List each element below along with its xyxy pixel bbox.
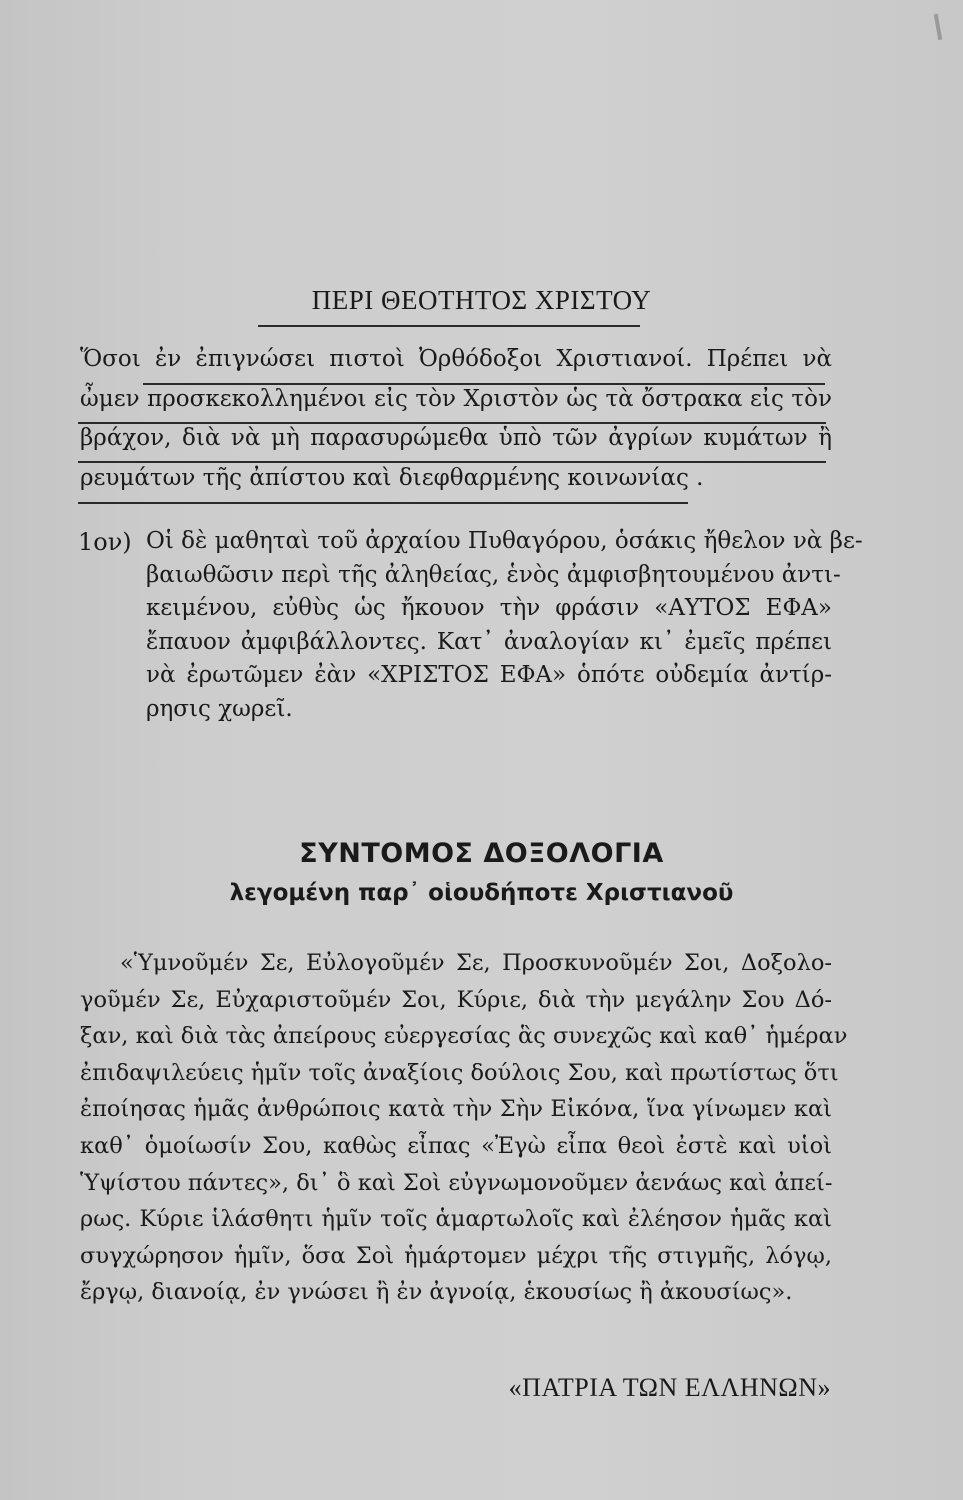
text-line: ἔργῳ, διανοίᾳ, ἐν γνώσει ἢ ἐν ἀγνοίᾳ, ἑκουσίως ἢ ἀκουσίως».	[80, 1279, 793, 1306]
handwritten-underline	[78, 502, 688, 504]
text-line: Ὑψίστου πάντες», δι᾿ ὃ καὶ Σοὶ εὐγνωμονοῦμεν ἀενάως καὶ ἀπεί-	[80, 1169, 833, 1196]
text-line: «Ὑμνοῦμέν Σε, Εὐλογοῦμέν Σε, Προσκυνοῦμέν Σοι, Δοξολο-	[120, 950, 832, 976]
text-line: ὦμεν προσκεκολλημένοι εἰς τὸν Χριστὸν ὡς τὰ ὄστρακα εἰς τὸν	[80, 385, 832, 412]
heading-underline	[258, 325, 640, 327]
section-subheading: λεγομένη παρ᾿ οἱουδήποτε Χριστιανοῦ	[229, 880, 734, 906]
section-heading-divinity: ΠΕΡΙ ΘΕΟΤΗΤΟΣ ΧΡΙΣΤΟΥ	[311, 285, 652, 315]
text-line: γοῦμέν Σε, Εὐχαριστοῦμέν Σοι, Κύριε, διὰ τὴν μεγάλην Σου Δό-	[80, 986, 832, 1013]
corner-mark	[934, 14, 942, 40]
handwritten-underline	[78, 422, 826, 424]
section-heading-doxology: ΣΥΝΤΟΜΟΣ ΔΟΞΟΛΟΓΙΑ	[299, 838, 664, 869]
text-line: ρησις χωρεῖ.	[146, 695, 293, 722]
text-line: ξαν, καὶ διὰ τὰς ἀπείρους εὐεργεσίας ἃς συνεχῶς καὶ καθ᾿ ἡμέραν	[80, 1023, 848, 1050]
handwritten-underline	[143, 383, 825, 385]
text-line: νὰ ἐρωτῶμεν ἐὰν «ΧΡΙΣΤΟΣ ΕΦΑ» ὁπότε οὐδεμία ἀντίρ-	[146, 662, 832, 688]
text-line: βράχον, διὰ νὰ μὴ παρασυρώμεθα ὑπὸ τῶν ἀγρίων κυμάτων ἢ	[80, 425, 832, 451]
text-line: ἔπαυον ἀμφιβάλλοντες. Κατ᾿ ἀναλογίαν κι᾿ ἐμεῖς πρέπει	[146, 628, 832, 655]
paragraph-intro	[80, 340, 832, 498]
text-line: συγχώρησον ἡμῖν, ὅσα Σοὶ ἡμάρτομεν μέχρι τῆς στιγμῆς, λόγῳ,	[80, 1242, 832, 1269]
text-line: ρευμάτων τῆς ἀπίστου καὶ διεφθαρμένης κοινωνίας .	[80, 464, 704, 491]
text-line: ἐπιδαψιλεύεις ἡμῖν τοῖς ἀναξίοις δούλοις Σου, καὶ πρωτίστως ὅτι	[80, 1059, 839, 1086]
source-signature: «ΠΑΤΡΙΑ ΤΩΝ ΕΛΛΗΝΩΝ»	[508, 1373, 831, 1402]
text-line: κειμένου, εὐθὺς ὡς ἤκουον τὴν φράσιν «ΑΥΤΟΣ ΕΦΑ»	[146, 595, 832, 621]
text-line: Ὅσοι ἐν ἐπιγνώσει πιστοὶ Ὀρθόδοξοι Χριστιανοί. Πρέπει νὰ	[80, 346, 832, 372]
handwritten-underline	[78, 461, 826, 463]
text-line: βαιωθῶσιν περὶ τῆς ἀληθείας, ἑνὸς ἀμφισβητουμένου ἀντι-	[146, 561, 841, 588]
text-line: καθ᾿ ὁμοίωσίν Σου, καθὼς εἶπας «Ἐγὼ εἶπα θεοὶ ἐστὲ καὶ υἱοὶ	[80, 1132, 832, 1159]
text-line: ἐποίησας ἡμᾶς ἀνθρώποις κατὰ τὴν Σὴν Εἰκόνα, ἵνα γίνωμεν καὶ	[80, 1096, 832, 1123]
paragraph-number: 1ον)	[78, 528, 132, 556]
paragraph-pythagoras	[146, 525, 863, 726]
text-line: Οἱ δὲ μαθηταὶ τοῦ ἀρχαίου Πυθαγόρου, ὁσάκις ἤθελον νὰ βε-	[146, 528, 863, 554]
paragraph-doxology	[80, 945, 848, 1311]
text-line: ρως. Κύριε ἱλάσθητι ἡμῖν τοῖς ἁμαρτωλοῖς καὶ ἐλέησον ἡμᾶς καὶ	[80, 1206, 832, 1233]
